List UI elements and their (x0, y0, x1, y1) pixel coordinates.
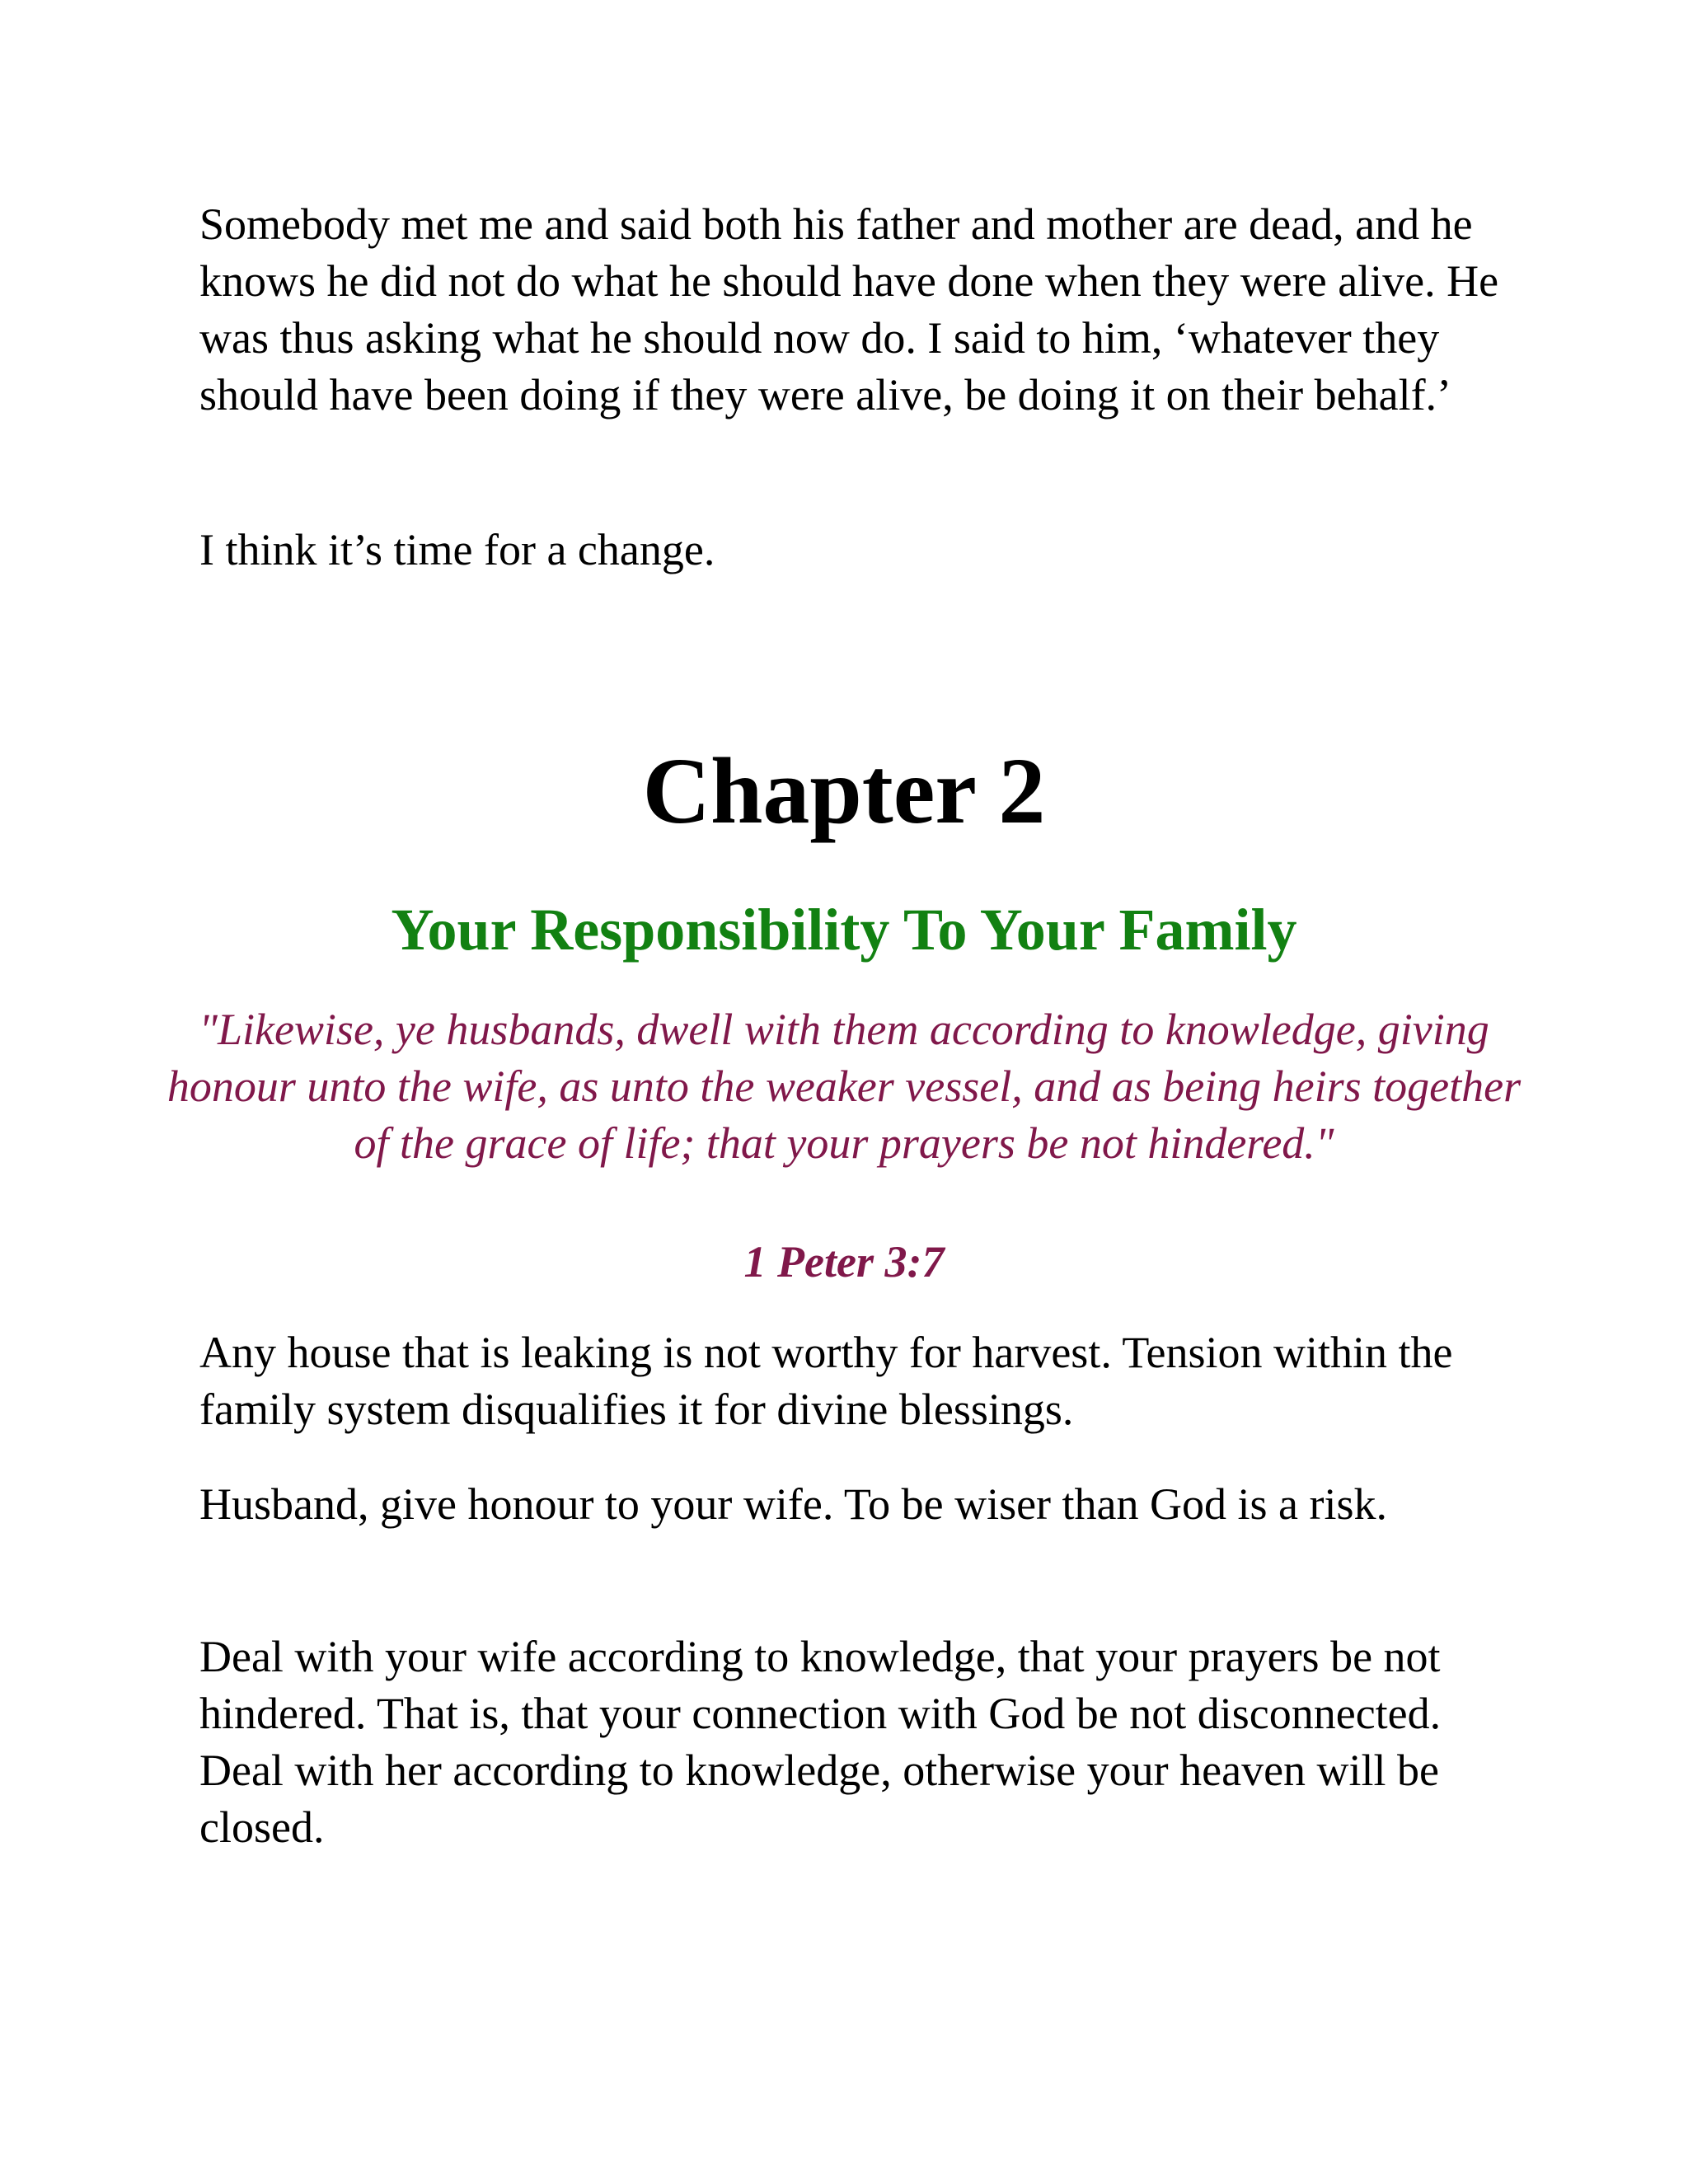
paragraph-give-honour: Husband, give honour to your wife. To be wiser than God is a risk. (199, 1479, 1387, 1529)
chapter-subtitle: Your Responsibility To Your Family (391, 897, 1297, 963)
scripture-quote: "Likewise, ye husbands, dwell with them according to knowledge, giving honour unto the wife, as unto the weaker vessel, and as being heirs together of the grace of life; that your prayers be not hindered." (166, 1005, 1522, 1168)
chapter-title: Chapter 2 (642, 738, 1046, 843)
scripture-reference: 1 Peter 3:7 (743, 1237, 945, 1286)
paragraph-deal-with-wife: Deal with your wife according to knowledge, that your prayers be not hindered. That is, that your connection with God be not disconnected. Deal with her according to knowledge, otherwise your heaven will be closed. (199, 1632, 1442, 1852)
paragraph-leaking-house: Any house that is leaking is not worthy for harvest. Tension within the family system disqualifies it for divine blessings. (199, 1328, 1453, 1434)
paragraph-time-for-change: I think it’s time for a change. (199, 525, 715, 574)
paragraph-parents: Somebody met me and said both his father and mother are dead, and he knows he did not do what he should have done when they were alive. He was thus asking what he should now do. I said to him, ‘whatever they should have been doing if they were alive, be doing it on their behalf.’ (199, 199, 1499, 419)
